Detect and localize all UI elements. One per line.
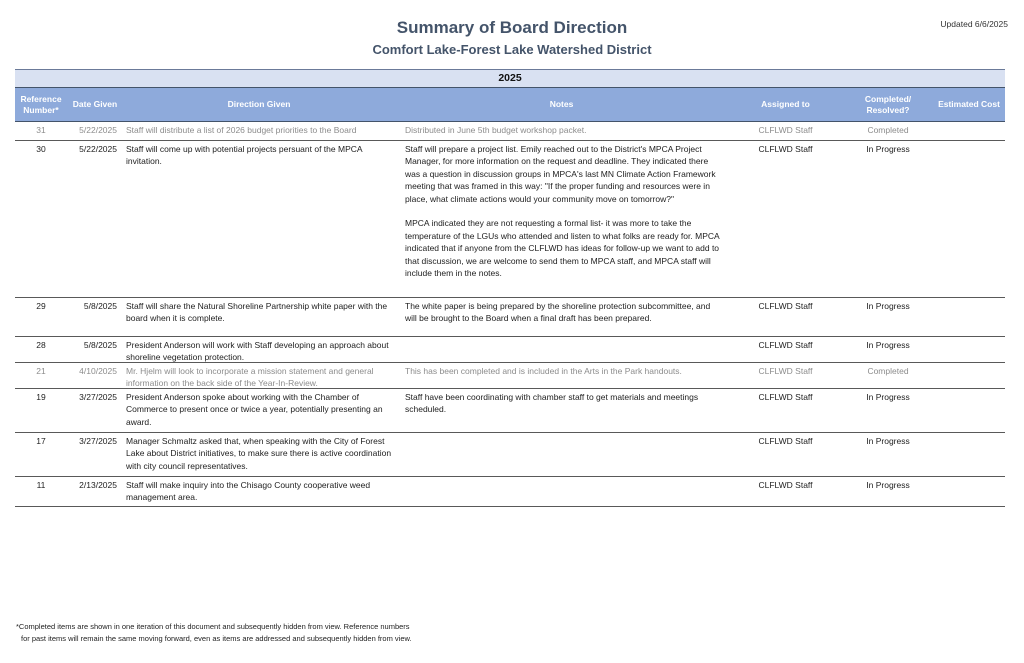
direction-cell: Staff will come up with potential projects persuant of the MPCA invitation. xyxy=(126,144,363,167)
table-row xyxy=(15,122,1005,141)
date-cell: 5/22/2025 xyxy=(79,125,117,135)
assigned-cell: CLFLWD Staff xyxy=(758,340,813,350)
reference-cell: 29 xyxy=(36,301,46,311)
reference-cell: 30 xyxy=(36,144,46,154)
table-row xyxy=(15,389,1005,433)
status-cell: In Progress xyxy=(866,436,910,446)
cost-cell xyxy=(933,337,1005,362)
column-header-status: Completed/ Resolved? xyxy=(864,93,912,115)
table-row xyxy=(15,477,1005,507)
date-cell: 3/27/2025 xyxy=(79,436,117,446)
column-header-cost: Estimated Cost xyxy=(938,99,1000,109)
cost-cell xyxy=(933,433,1005,476)
table-body xyxy=(15,122,1005,507)
table-row xyxy=(15,298,1005,337)
notes-cell: The white paper is being prepared by the shoreline protection subcommittee, and will be brought to the Board when a final draft has been prepared. xyxy=(405,301,711,324)
notes-cell: Distributed in June 5th budget workshop packet. xyxy=(405,125,587,135)
assigned-cell: CLFLWD Staff xyxy=(758,436,813,446)
direction-cell: Mr. Hjelm will look to incorporate a mission statement and general information on the back side of the Year-In-Review. xyxy=(126,366,374,389)
status-cell: In Progress xyxy=(866,340,910,350)
table-row xyxy=(15,337,1005,363)
assigned-cell: CLFLWD Staff xyxy=(758,366,813,376)
date-cell: 4/10/2025 xyxy=(79,366,117,376)
reference-cell: 21 xyxy=(36,366,46,376)
status-cell: Completed xyxy=(867,125,909,135)
cost-cell xyxy=(933,477,1005,506)
date-cell: 3/27/2025 xyxy=(79,392,117,402)
column-header-reference: Reference Number* xyxy=(20,93,62,115)
notes-cell: Staff have been coordinating with chamber staff to get materials and meetings scheduled. xyxy=(405,392,699,415)
column-header-direction: Direction Given xyxy=(227,99,291,109)
status-cell: In Progress xyxy=(866,392,910,402)
direction-cell: Staff will share the Natural Shoreline Partnership white paper with the board when it is complete. xyxy=(126,301,388,324)
status-cell: Completed xyxy=(867,366,909,376)
footnote-line-2: for past items will remain the same moving forward, even as items are addressed and subsequently hidden from view. xyxy=(21,634,412,643)
assigned-cell: CLFLWD Staff xyxy=(758,125,813,135)
table-row xyxy=(15,433,1005,477)
direction-cell: President Anderson spoke about working with the Chamber of Commerce to present once or twice a year, potentially presenting an award. xyxy=(126,392,383,427)
assigned-cell: CLFLWD Staff xyxy=(758,144,813,154)
assigned-cell: CLFLWD Staff xyxy=(758,301,813,311)
column-header-assigned: Assigned to xyxy=(761,99,810,109)
year-band: 2025 xyxy=(15,69,1005,88)
notes-cell xyxy=(395,477,728,506)
cost-cell xyxy=(933,141,1005,297)
page-subtitle: Comfort Lake-Forest Lake Watershed District xyxy=(372,42,652,57)
board-direction-table xyxy=(15,69,1005,507)
updated-date: Updated 6/6/2025 xyxy=(940,19,1008,29)
direction-cell: Staff will make inquiry into the Chisago County cooperative weed management area. xyxy=(126,480,371,503)
reference-cell: 11 xyxy=(36,480,46,490)
reference-cell: 19 xyxy=(36,392,46,402)
assigned-cell: CLFLWD Staff xyxy=(758,392,813,402)
direction-cell: President Anderson will work with Staff developing an approach about shoreline vegetation protection. xyxy=(126,340,389,363)
notes-cell xyxy=(395,337,728,362)
direction-cell: Manager Schmaltz asked that, when speaking with the City of Forest Lake about District initiatives, to make sure there is active coordination with city council representatives. xyxy=(126,436,392,471)
reference-cell: 28 xyxy=(36,340,46,350)
date-cell: 5/8/2025 xyxy=(83,340,117,350)
status-cell: In Progress xyxy=(866,301,910,311)
notes-cell: This has been completed and is included in the Arts in the Park handouts. xyxy=(405,366,682,376)
footnote-line-1: *Completed items are shown in one iteration of this document and subsequently hidden from view. Reference numbers xyxy=(16,622,410,631)
status-cell: In Progress xyxy=(866,480,910,490)
column-header-date: Date Given xyxy=(72,99,118,109)
assigned-cell: CLFLWD Staff xyxy=(758,480,813,490)
notes-cell: Staff will prepare a project list. Emily reached out to the District's MPCA Project Manager, for more information on the request and deadline. They indicated there was a question in discussion groups in MPCA's last MN Climate Action Framework meeting that was framed in this way: "If the proper funding and resources were in place, what climate actions would your community move on tomorrow?" MPCA indicated they are not requesting a formal list- it was more to take the temperature of the LGUs who attended and listen to what folks are ready for. MPCA indicated that if anyone from the CLFLWD has ideas for follow-up we want to add to that discussion, we are welcome to send them to MPCA staff, and MPCA staff will include them in the notes. xyxy=(405,144,720,279)
status-cell: In Progress xyxy=(866,144,910,154)
cost-cell xyxy=(933,389,1005,432)
footnote xyxy=(16,621,412,645)
reference-cell: 17 xyxy=(36,436,46,446)
notes-cell xyxy=(395,433,728,476)
table-row xyxy=(15,363,1005,389)
table-row xyxy=(15,141,1005,298)
cost-cell xyxy=(933,363,1005,388)
direction-cell: Staff will distribute a list of 2026 budget priorities to the Board xyxy=(126,125,357,135)
reference-cell: 31 xyxy=(36,125,46,135)
table-header xyxy=(15,88,1005,122)
cost-cell xyxy=(933,298,1005,336)
cost-cell xyxy=(933,122,1005,140)
page-title: Summary of Board Direction xyxy=(396,18,628,37)
date-cell: 5/22/2025 xyxy=(79,144,117,154)
date-cell: 5/8/2025 xyxy=(83,301,117,311)
column-header-notes: Notes xyxy=(549,99,574,109)
date-cell: 2/13/2025 xyxy=(79,480,117,490)
